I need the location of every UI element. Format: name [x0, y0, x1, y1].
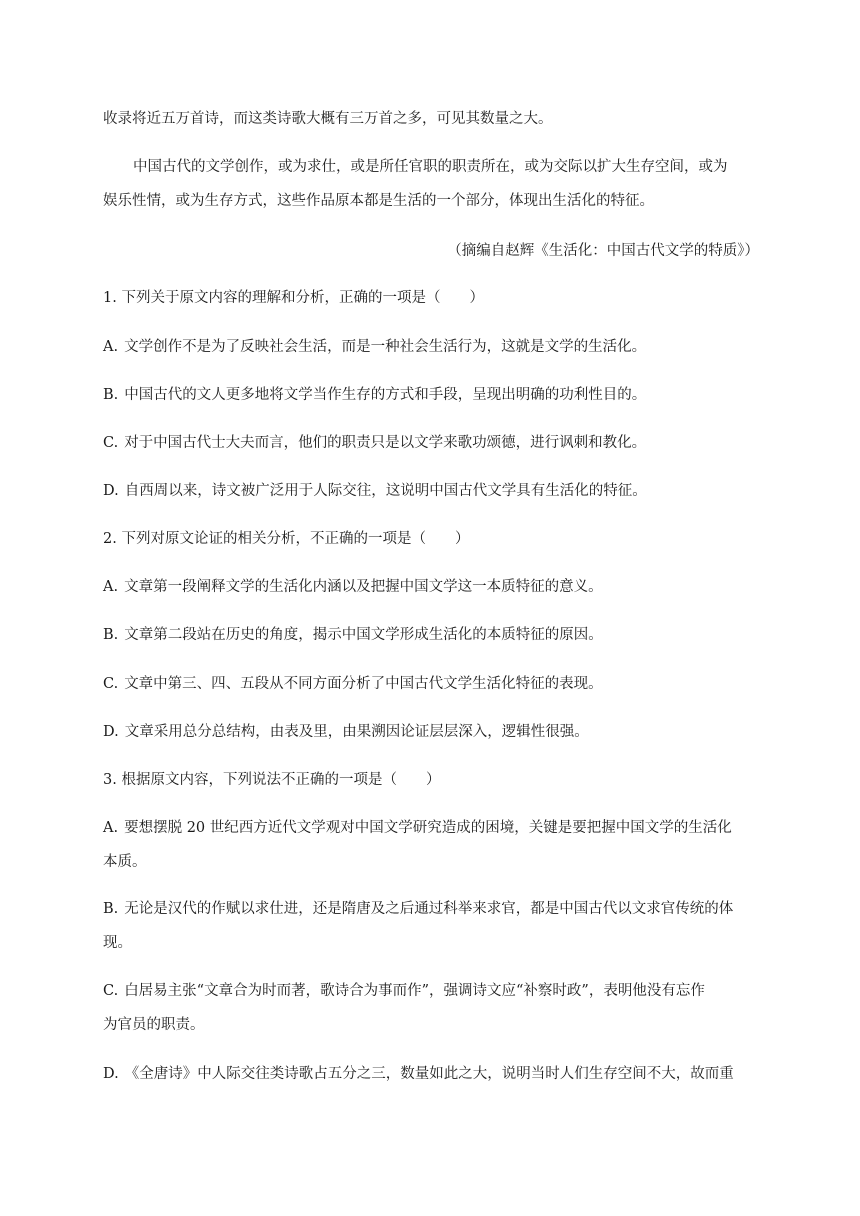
option-text: 要想摆脱 20 世纪西方近代文学观对中国文学研究造成的困境，关键是要把握中国文学的生活化 [124, 820, 732, 836]
option-row [103, 1062, 759, 1086]
option-label: B. [103, 901, 119, 917]
option-label: D. [103, 1066, 119, 1082]
question-stem: 2. 下列对原文论证的相关分析，不正确的一项是（ ） [103, 531, 470, 547]
option-label: A. [103, 339, 119, 355]
passage-line: 收录将近五万首诗，而这类诗歌大概有三万首之多，可见其数量之大。 [103, 111, 553, 127]
option-row [103, 672, 759, 696]
option-label: C. [103, 676, 119, 692]
option-row [103, 816, 759, 840]
option-label: D. [103, 483, 119, 499]
question-stem: 1. 下列关于原文内容的理解和分析，正确的一项是（ ） [103, 290, 484, 306]
option-text: 文章第一段阐释文学的生活化内涵以及把握中国文学这一本质特征的意义。 [124, 579, 603, 595]
option-label: D. [103, 724, 119, 740]
option-continuation: 现。 [103, 935, 132, 951]
option-row [103, 720, 759, 744]
option-label: C. [103, 983, 119, 999]
option-label: A. [103, 820, 119, 836]
passage-source: （摘编自赵辉《生活化：中国古代文学的特质》） [447, 243, 759, 259]
option-text: 白居易主张“文章合为时而著，歌诗合为事而作”，强调诗文应“补察时政”，表明他没有忘作 [124, 983, 705, 999]
option-text: 文章采用总分总结构，由表及里，由果溯因论证层层深入，逻辑性很强。 [124, 724, 589, 740]
option-text: 《全唐诗》中人际交往类诗歌占五分之三，数量如此之大，说明当时人们生存空间不大，故而重 [124, 1066, 734, 1082]
option-label: B. [103, 627, 119, 643]
option-row [103, 623, 759, 647]
option-text: 无论是汉代的作赋以求仕进，还是隋唐及之后通过科举来求官，都是中国古代以文求官传统的体 [124, 901, 734, 917]
option-row [103, 335, 759, 359]
passage-line: 中国古代的文学创作，或为求仕，或是所任官职的职责所在，或为交际以扩大生存空间，或为 [133, 159, 728, 175]
option-row [103, 575, 759, 599]
option-row [103, 897, 759, 921]
option-text: 文章中第三、四、五段从不同方面分析了中国古代文学生活化特征的表现。 [124, 676, 603, 692]
option-text: 文章第二段站在历史的角度，揭示中国文学形成生活化的本质特征的原因。 [124, 627, 603, 643]
option-text: 自西周以来，诗文被广泛用于人际交往，这说明中国古代文学具有生活化的特征。 [124, 483, 647, 499]
option-row [103, 479, 759, 503]
option-text: 中国古代的文人更多地将文学当作生存的方式和手段，呈现出明确的功利性目的。 [124, 387, 647, 403]
option-continuation: 本质。 [103, 854, 147, 870]
option-row [103, 383, 759, 407]
option-continuation: 为官员的职责。 [103, 1017, 205, 1033]
option-text: 对于中国古代士大夫而言，他们的职责只是以文学来歌功颂德，进行讽刺和教化。 [124, 435, 647, 451]
passage-line: 娱乐性情，或为生存方式，这些作品原本都是生活的一个部分，体现出生活化的特征。 [103, 193, 654, 209]
question-stem: 3. 根据原文内容，下列说法不正确的一项是（ ） [103, 772, 441, 788]
option-row [103, 431, 759, 455]
option-label: A. [103, 579, 119, 595]
option-row [103, 979, 759, 1003]
option-label: C. [103, 435, 119, 451]
option-text: 文学创作不是为了反映社会生活，而是一种社会生活行为，这就是文学的生活化。 [124, 339, 647, 355]
option-label: B. [103, 387, 119, 403]
